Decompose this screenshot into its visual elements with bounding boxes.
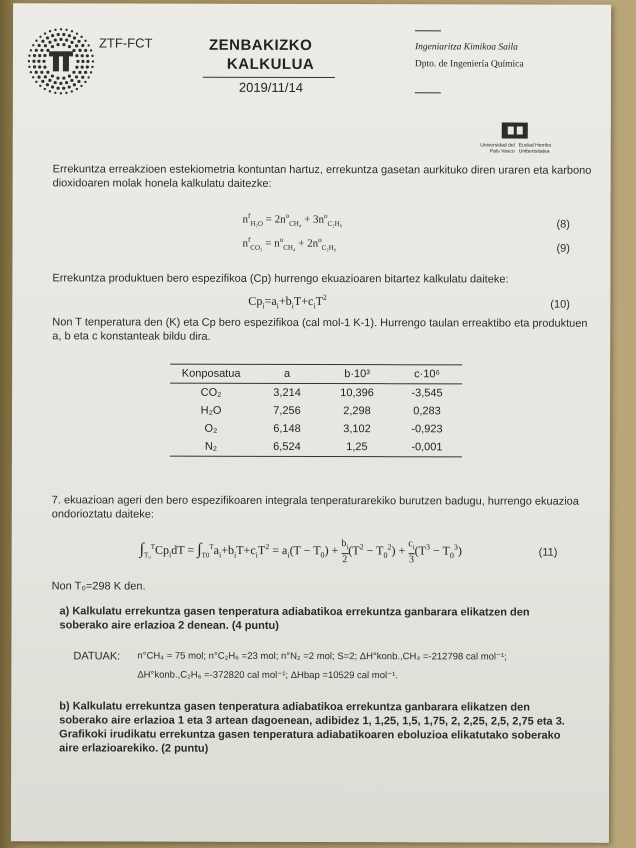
table-row [170, 383, 462, 402]
equation-10-number: (10) [550, 298, 570, 311]
equation-8-number: (8) [556, 218, 570, 231]
cell-c: 0,283 [413, 405, 441, 418]
section-7-paragraph: 7. ekuazioan ageri den bero espezifikoaren integrala tenperaturarekiko burutzen badugu, hurrengo ekuazioa ondorioztatu daiteke: [51, 494, 579, 521]
dept-rule-bottom [415, 92, 441, 93]
equation-11-number: (11) [538, 546, 558, 559]
university-logo [500, 120, 530, 140]
data-line-1: n°CH₄ = 75 mol; n°C₂H₆ =23 mol; n°N₂ =2 mol; S=2; ΔH°konb.,CH₄ =-212798 cal mol⁻¹; [137, 650, 507, 663]
exam-date: 2019/11/14 [238, 79, 304, 95]
col-header-compound: Konposatua [170, 364, 252, 383]
intro-paragraph-3: Non T tenperatura den (K) eta Cp bero espezifikoa (cal mol-1 K-1). Hurrengo taulan erreaktibo eta produktuen a, b eta c konstanteak bildu dira. [52, 316, 588, 343]
dept-spanish: Dpto. de Ingeniería Química [414, 59, 524, 70]
cell-compound: H₂O [200, 404, 222, 417]
equation-8: $n^f_{H_2O} = 2n^o_{CH_4} + 3n^o_{C_2H_6}$ [242, 211, 343, 228]
document-page [11, 3, 611, 843]
t0-definition: Non T₀=298 K den. [51, 580, 146, 593]
cell-a: 6,148 [273, 422, 301, 435]
cell-b: 2,298 [343, 405, 371, 418]
intro-paragraph-1: Errekuntza erreakzioen estekiometria kontuntan hartuz, errekuntza gasetan aurkituko diren uraren eta karbono dioxidoaren molak honela kalkulatu daitezke: [52, 163, 592, 190]
col-header-a: a [252, 364, 322, 383]
col-header-b: b·10³ [322, 365, 392, 384]
equation-9-number: (9) [556, 242, 570, 255]
cell-b: 10,396 [340, 387, 374, 400]
univ-name-es: Universidad del País Vasco [480, 142, 515, 155]
cell-compound: O₂ [204, 422, 218, 435]
title-underline [203, 77, 335, 78]
table-header-row [170, 364, 462, 384]
org-name: ZTF-FCT [98, 35, 153, 51]
univ-name-eu: Euskal Herriko Unibertsitatea [518, 142, 552, 155]
title-line-2: KALKULUA [226, 55, 315, 74]
constants-table [170, 364, 462, 458]
faculty-logo [25, 25, 97, 97]
cell-c: -3,545 [411, 387, 443, 400]
equation-10: $Cp_i=a_i+b_iT+c_iT^2$ [248, 293, 327, 311]
cell-b: 3,102 [343, 423, 371, 436]
col-header-c: c·10⁶ [392, 365, 462, 384]
table-row [170, 438, 462, 457]
cell-compound: N₂ [170, 438, 252, 457]
dept-rule-top [415, 30, 441, 31]
question-b: b) Kalkulatu errekuntza gasen tenperatura adiabatikoa errekuntza ganbarara elikatzen den soberako aire erlazioa 1 eta 3 artean dagoenean, adibidez 1, 1,25, 1,5, 1,75, 2, 2,25, 2,5, 2,75 eta 3. Grafikoki irudikatu errekuntza gasen tenperatura adiabatikoaren eboluzioa elikatutako soberako aire erlazioarekiko. (2 puntu) [59, 700, 565, 755]
cell-b: 1,25 [322, 438, 392, 457]
table-row [170, 420, 462, 439]
question-a: a) Kalkulatu errekuntza gasen tenperatura adiabatikoa errekuntza ganbarara elikatzen den soberako aire erlazioa 2 denean. (4 puntu) [59, 605, 530, 632]
equation-11: $\int_{T_0}^TCp_idT = \int_{T0}^Ta_i+b_iT+c_iT^2 = a_i(T - T_0)$ + $\frac{b_i}{2}$ $(T^2 - T_0^2)$ + $\frac{c_i}{3}$ $(T^3 - T_0^3)$ [139, 538, 462, 566]
cell-compound: CO₂ [200, 386, 222, 399]
intro-paragraph-2: Errekuntza produktuen bero espezifikoa (Cp) hurrengo ekuazioaren bitartez kalkulatu daiteke: [52, 272, 509, 286]
cell-a: 6,524 [252, 438, 322, 457]
cell-a: 7,256 [273, 404, 301, 417]
title-line-1: ZENBAKIZKO [208, 36, 313, 55]
table-row [170, 402, 462, 421]
equation-9: $n^f_{CO_2} = n^o_{CH_4} + 2n^o_{C_2H_6}$ [242, 235, 337, 252]
cell-a: 3,214 [273, 386, 301, 399]
dept-basque: Ingeniaritza Kimikoa Saila [414, 42, 518, 53]
data-line-2: ΔH°konb.,C₂H₆ =-372820 cal mol⁻¹; ΔHbap =10529 cal mol⁻¹. [137, 669, 398, 682]
cell-c: -0,923 [411, 423, 443, 436]
cell-c: -0,001 [392, 438, 462, 457]
data-label: DATUAK: [73, 650, 121, 663]
